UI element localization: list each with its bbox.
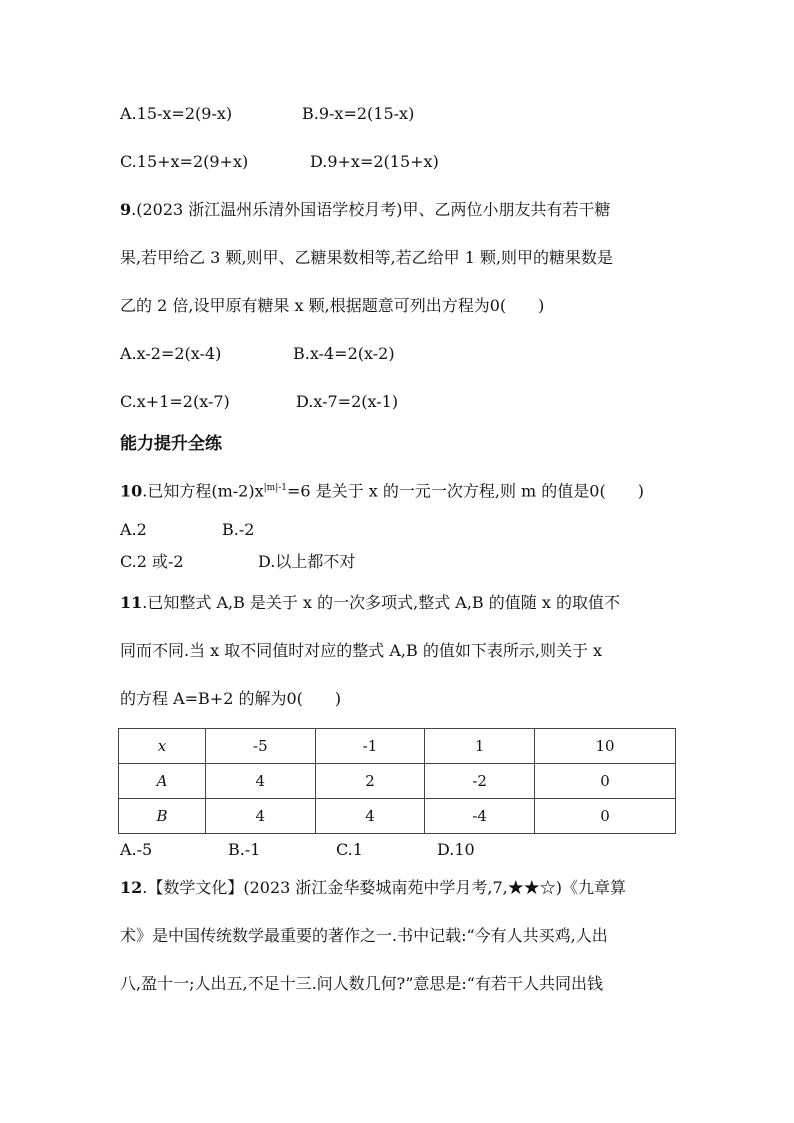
q10-option-d: D.以上都不对 [258,552,356,571]
q9-option-a: A.x-2=2(x-4) [120,344,222,363]
q11-option-b: B.-1 [228,840,261,859]
q11-number: 11 [120,593,143,612]
q9-line-2: 果,若甲给乙 3 颗,则甲、乙糖果数相等,若乙给甲 1 颗,则甲的糖果数是 [120,248,614,267]
q11-value-table [118,728,676,834]
table-row [119,729,676,764]
table-cell: 2 [315,764,425,799]
q11-text-1: .已知整式 A,B 是关于 x 的一次多项式,整式 A,B 的值随 x 的取值不 [142,593,620,612]
q11-option-c: C.1 [336,840,363,859]
q12-line-3: 八,盈十一;人出五,不足十三.问人数几何?”意思是:“有若干人共同出钱 [120,974,603,993]
q11-line-1 [120,592,620,614]
table-cell: 4 [206,764,316,799]
table-cell: -4 [425,799,535,834]
q11-option-d: D.10 [437,840,475,859]
q9-option-c: C.x+1=2(x-7) [120,392,230,411]
q10-stem [120,477,644,502]
q10-exponent: |m|-1 [263,483,287,493]
q9-option-b: B.x-4=2(x-2) [293,344,395,363]
table-cell: x [119,729,206,764]
q9-line-3: 乙的 2 倍,设甲原有糖果 x 颗,根据题意可列出方程为0( ) [120,296,545,315]
q10-option-c: C.2 或-2 [120,552,184,571]
section-title: 能力提升全练 [120,434,222,454]
table-cell: -2 [425,764,535,799]
q10-number: 10 [120,481,143,501]
q11-line-3: 的方程 A=B+2 的解为0( ) [120,689,342,708]
q9-line-1 [120,199,611,221]
q12-line-1 [120,877,626,899]
q9-number: 9 [120,200,132,219]
table-cell: -1 [315,729,425,764]
q8-option-d: D.9+x=2(15+x) [310,152,439,171]
q12-text-1: .【数学文化】(2023 浙江金华婺城南苑中学月考,7,★★☆)《九章算 [142,878,626,897]
table-cell: 4 [315,799,425,834]
table-cell: 4 [206,799,316,834]
table-cell: 10 [534,729,675,764]
q10-stem-pre: .已知方程(m-2)x [142,481,264,501]
table-cell: -5 [206,729,316,764]
table-row [119,799,676,834]
q9-text-1: .(2023 浙江温州乐清外国语学校月考)甲、乙两位小朋友共有若干糖 [131,200,611,219]
q9-option-d: D.x-7=2(x-1) [296,392,399,411]
table-cell: 1 [425,729,535,764]
q12-number: 12 [120,878,143,897]
q10-stem-post: =6 是关于 x 的一元一次方程,则 m 的值是0( ) [287,481,644,501]
q8-option-c: C.15+x=2(9+x) [120,152,249,171]
q10-option-a: A.2 [120,520,147,539]
q8-option-a: A.15-x=2(9-x) [120,104,233,123]
table-cell: B [119,799,206,834]
table-cell: A [119,764,206,799]
q11-line-2: 同而不同.当 x 取不同值时对应的整式 A,B 的值如下表所示,则关于 x [120,641,603,660]
table-cell: 0 [534,799,675,834]
q8-option-b: B.9-x=2(15-x) [302,104,415,123]
q12-line-2: 术》是中国传统数学最重要的著作之一.书中记载:“今有人共买鸡,人出 [120,926,608,945]
table-row [119,764,676,799]
q11-option-a: A.-5 [120,840,153,859]
table-cell: 0 [534,764,675,799]
q10-option-b: B.-2 [222,520,255,539]
